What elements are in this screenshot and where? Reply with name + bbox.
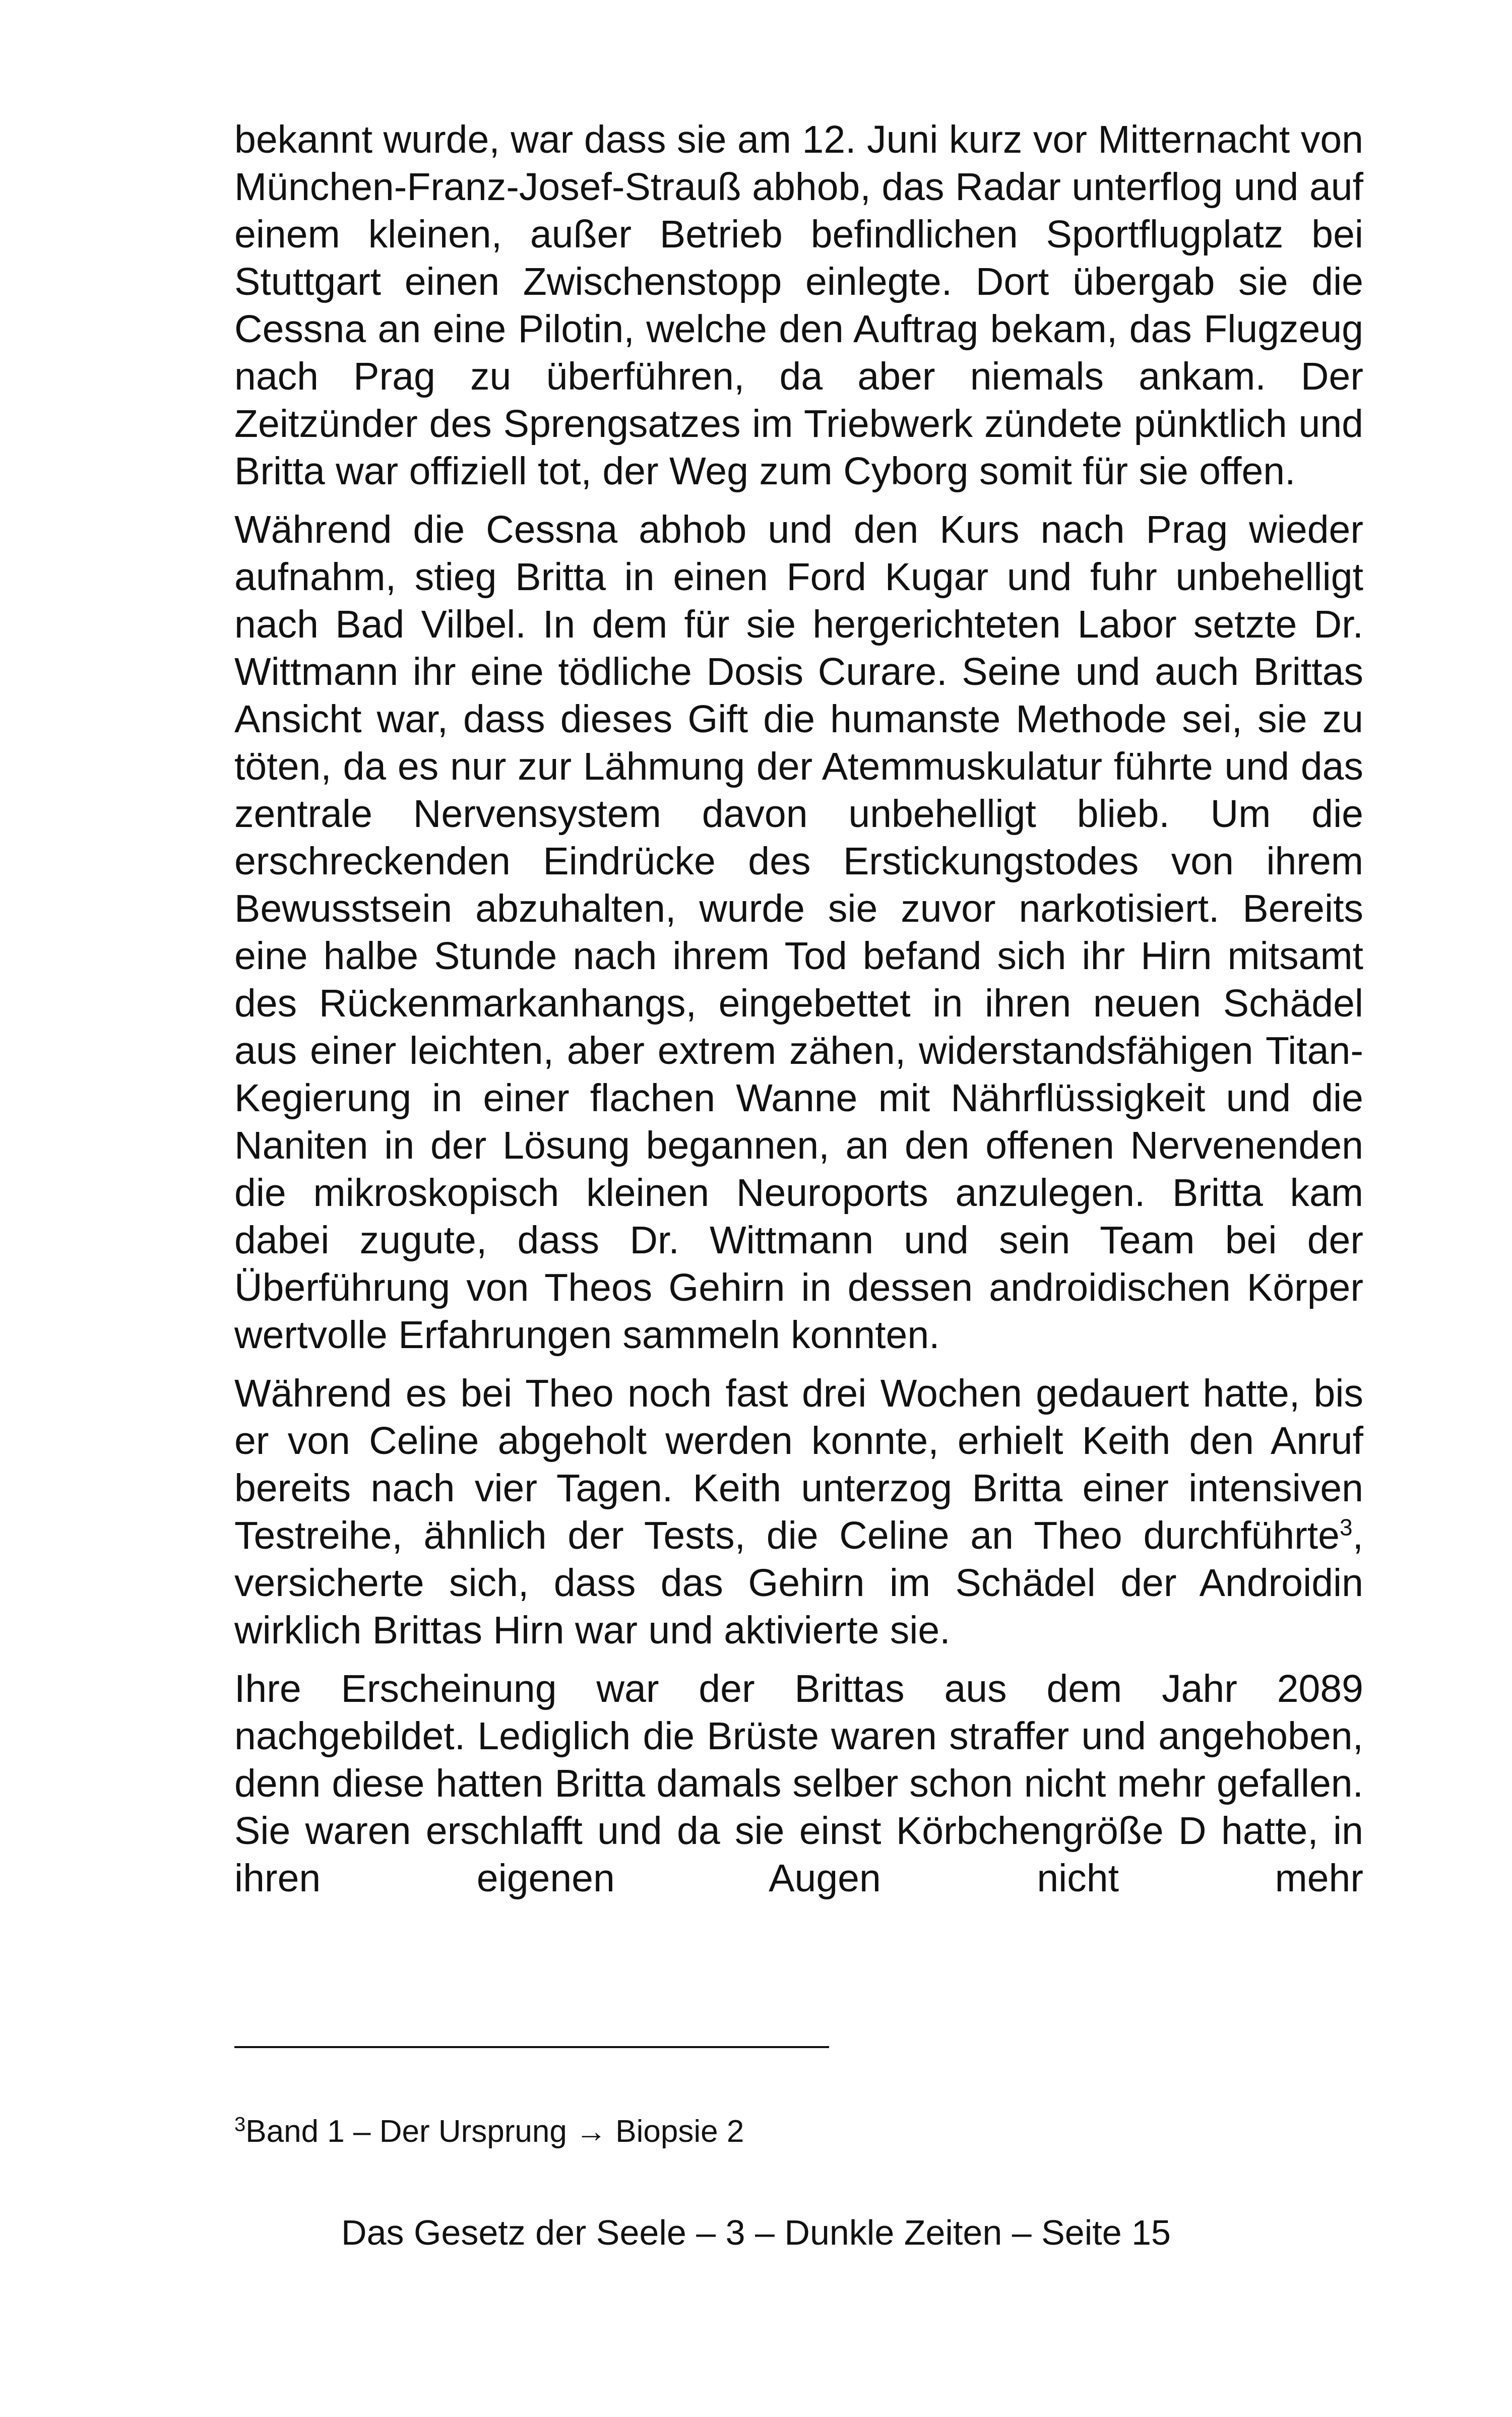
paragraph-3 [234, 1370, 1363, 1654]
footnote-marker: 3 [234, 2113, 246, 2136]
footnote [234, 2112, 744, 2152]
footnote-divider [234, 2046, 829, 2048]
paragraph-1: bekannt wurde, war dass sie am 12. Juni kurz vor Mitternacht von München-Franz-Josef-Strauß abhob, das Radar unterflog und auf einem kleinen, außer Betrieb befindlichen Sportflugplatz bei Stuttgart einen Zwischenstopp einlegte. Dort übergab sie die Cessna an eine Pilotin, welche den Auftrag bekam, das Flugzeug nach Prag zu überführen, da aber niemals ankam. Der Zeitzünder des Sprengsatzes im Triebwerk zündete pünktlich und Britta war offiziell tot, der Weg zum Cyborg somit für sie offen. [234, 118, 1363, 493]
running-footer: Das Gesetz der Seele – 3 – Dunkle Zeiten – Seite 15 [341, 2213, 1171, 2252]
paragraph-2: Während die Cessna abhob und den Kurs nach Prag wieder aufnahm, stieg Britta in einen Ford Kugar und fuhr unbehelligt nach Bad Vilbel. In dem für sie hergerichteten Labor setzte Dr. Wittmann ihr eine tödliche Dosis Curare. Seine und auch Brittas Ansicht war, dass dieses Gift die humanste Methode sei, sie zu töten, da es nur zur Lähmung der Atemmuskulatur führte und das zentrale Nervensystem davon unbehelligt blieb. Um die erschreckenden Eindrücke des Erstickungstodes von ihrem Bewusstsein abzuhalten, wurde sie zuvor narkotisiert. Bereits eine halbe Stunde nach ihrem Tod befand sich ihr Hirn mitsamt des Rückenmarkanhangs, eingebettet in ihren neuen Schädel aus einer leichten, aber extrem zähen, widerstandsfähigen Titan-Kegierung in einer flachen Wanne mit Nährflüssigkeit und die Naniten in der Lösung begannen, an den offenen Nervenenden die mikroskopisch kleinen Neuroports anzulegen. Britta kam dabei zugute, dass Dr. Wittmann und sein Team bei der Überführung von Theos Gehirn in dessen androidischen Körper wertvolle Erfahrungen sammeln konnten. [234, 508, 1363, 1357]
footnote-reference: 3 [1340, 1514, 1353, 1541]
footnote-text: Band 1 – Der Ursprung → Biopsie 2 [245, 2114, 744, 2149]
paragraph-4: Ihre Erscheinung war der Brittas aus dem Jahr 2089 nachgebildet. Lediglich die Brüste waren straffer und angehoben, denn diese hatten Britta damals selber schon nicht mehr gefallen. Sie waren erschlafft und da sie einst Körbchengröße D hatte, in ihren eigenen Augen nicht mehr [234, 1667, 1363, 1900]
paragraph-3-text-before-ref: Während es bei Theo noch fast drei Wochen gedauert hatte, bis er von Celine abgeholt werden konnte, erhielt Keith den Anruf bereits nach vier Tagen. Keith unterzog Britta einer intensiven Testreihe, ähnlich der Tests, die Celine an Theo durchführte [234, 1372, 1363, 1557]
paragraph-3-text-after-ref: , versicherte sich, dass das Gehirn im Schädel der Androidin wirklich Brittas Hirn war und aktivierte sie. [234, 1514, 1363, 1652]
body-text [234, 116, 1363, 1913]
